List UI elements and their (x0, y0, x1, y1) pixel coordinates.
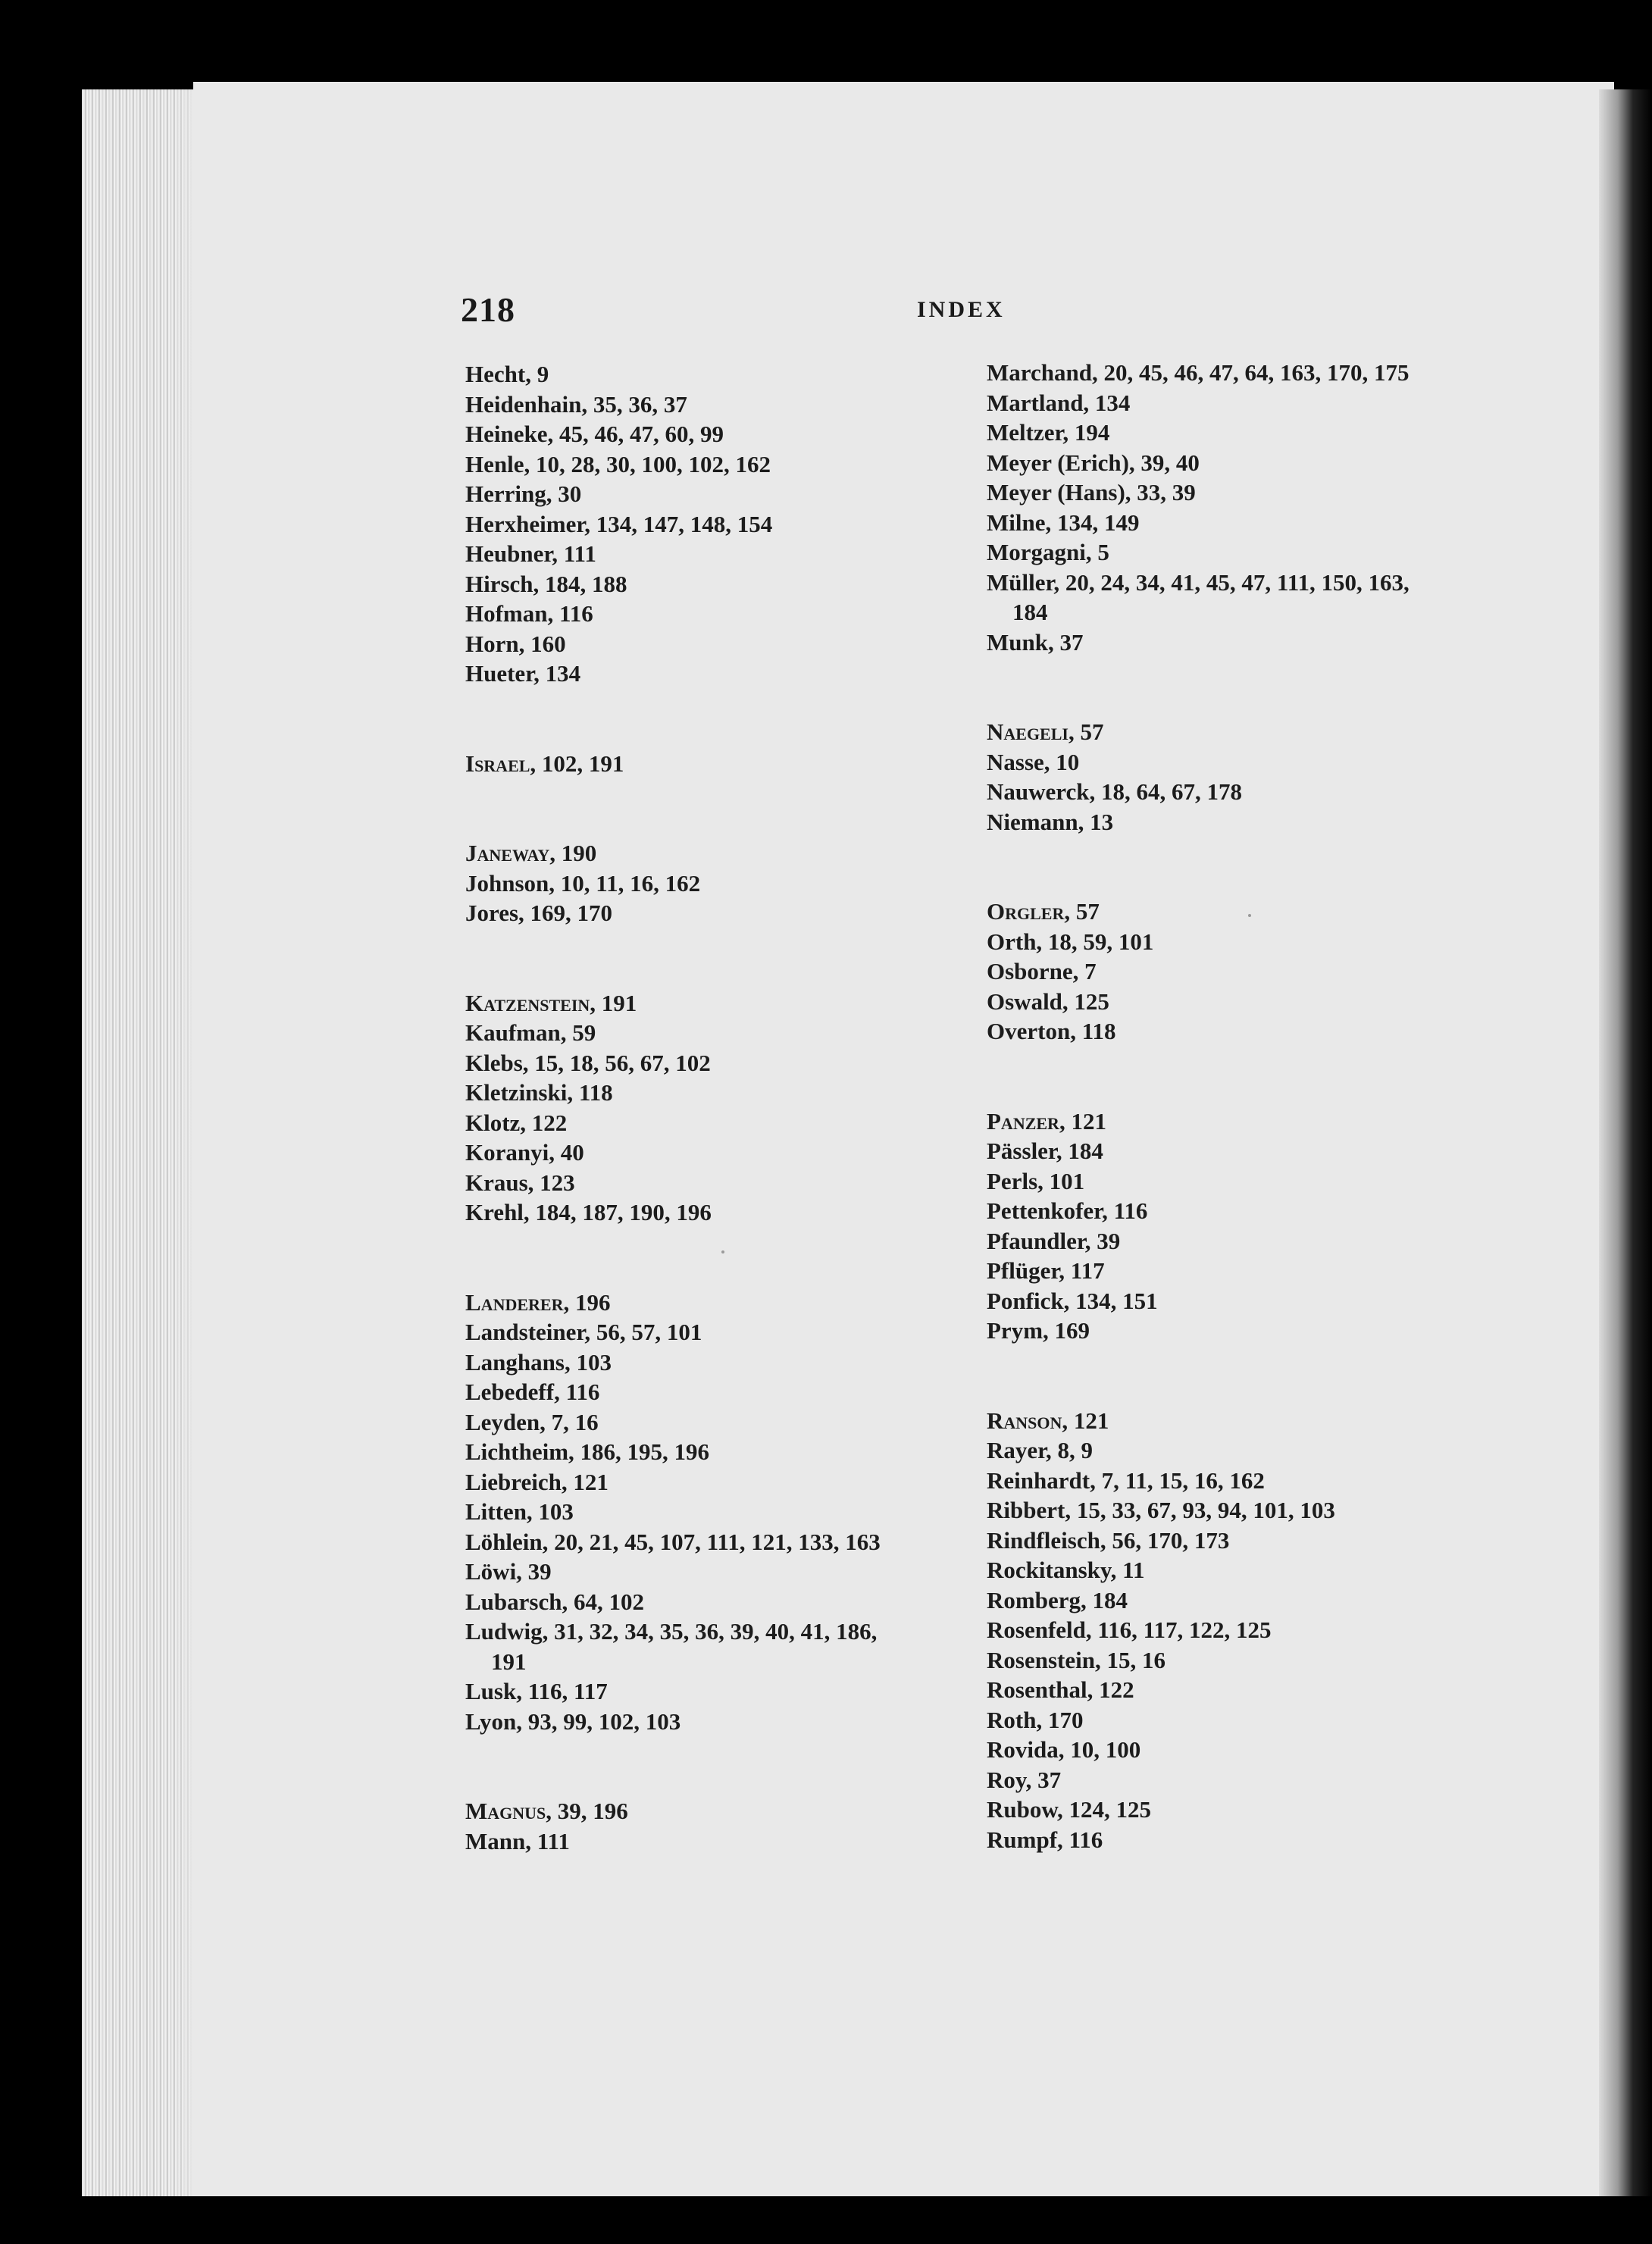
index-entry-text: Perls, 101 (987, 1167, 1085, 1194)
index-letter-group (987, 358, 1502, 657)
index-entry-text: Reinhardt, 7, 11, 15, 16, 162 (987, 1466, 1265, 1494)
index-entry (987, 1166, 1502, 1197)
index-entry-text: Milne, 134, 149 (987, 509, 1140, 536)
index-entry-text: Hueter, 134 (465, 660, 581, 687)
index-entry-text: Jores, 169, 170 (465, 900, 613, 926)
index-entry (987, 717, 1502, 747)
index-entry (987, 1615, 1502, 1645)
index-entry-text: Meltzer, 194 (987, 419, 1110, 446)
index-entry-text: Pflüger, 117 (987, 1257, 1105, 1284)
index-entry-text: Lebedeff, 116 (465, 1379, 600, 1405)
index-entry-continuation: 184 (1012, 599, 1048, 625)
index-entry-text: Rosenthal, 122 (987, 1676, 1134, 1703)
index-entry (465, 509, 965, 540)
index-entry-text: Roth, 170 (987, 1706, 1084, 1733)
index-entry (465, 1138, 965, 1168)
index-entry (987, 1466, 1502, 1496)
index-entry-text: Roy, 37 (987, 1766, 1062, 1793)
page-number: 218 (461, 290, 515, 329)
index-letter-group (465, 749, 965, 779)
index-entry (465, 1467, 965, 1498)
index-entry (987, 1526, 1502, 1556)
index-entry (987, 987, 1502, 1017)
index-entry-text: Israel, 102, 191 (465, 750, 624, 777)
index-entry-text: Liebreich, 121 (465, 1468, 609, 1495)
index-entry-text: Horn, 160 (465, 630, 566, 657)
index-entry-text: Janeway, 190 (465, 840, 597, 866)
index-entry-text: Pettenkofer, 116 (987, 1197, 1148, 1224)
index-entry-text: Magnus, 39, 196 (465, 1798, 628, 1824)
index-entry (987, 1106, 1502, 1137)
index-entry (465, 1826, 965, 1857)
index-entry (465, 1078, 965, 1108)
index-entry (987, 1136, 1502, 1166)
index-entry-text: Morgagni, 5 (987, 539, 1109, 565)
index-entry (465, 838, 965, 868)
index-letter-group (987, 717, 1502, 837)
index-entry-text: Nasse, 10 (987, 748, 1080, 775)
index-entry-text: Panzer, 121 (987, 1107, 1106, 1135)
index-entry-text: Herring, 30 (465, 480, 582, 507)
index-entry (465, 359, 965, 390)
index-entry-text: Löwi, 39 (465, 1558, 552, 1585)
index-entry-text: Landerer, 196 (465, 1288, 611, 1316)
index-entry-text: Mann, 111 (465, 1827, 570, 1854)
index-entry-text: Munk, 37 (987, 628, 1084, 656)
index-entry (987, 388, 1502, 418)
index-entry (987, 568, 1502, 628)
index-entry-text: Prym, 169 (987, 1317, 1090, 1344)
index-entry-text: Overton, 118 (987, 1018, 1116, 1044)
index-letter-group (987, 897, 1502, 1047)
index-entry-text: Klotz, 122 (465, 1109, 568, 1136)
index-entry-text: Romberg, 184 (987, 1586, 1128, 1613)
index-entry (987, 1286, 1502, 1316)
index-entry (987, 448, 1502, 478)
index-entry (987, 1226, 1502, 1257)
index-entry (987, 897, 1502, 927)
index-entry (465, 1437, 965, 1467)
index-entry (465, 1707, 965, 1737)
index-entry (465, 1108, 965, 1138)
index-entry-text: Meyer (Hans), 33, 39 (987, 479, 1196, 505)
index-letter-group (465, 988, 965, 1228)
index-entry (465, 1288, 965, 1318)
running-head: INDEX (917, 297, 1006, 322)
index-entry-text: Herxheimer, 134, 147, 148, 154 (465, 510, 773, 537)
index-letter-group (465, 838, 965, 928)
index-entry (987, 1795, 1502, 1825)
index-entry (465, 1497, 965, 1527)
index-entry (465, 449, 965, 480)
index-entry-text: Heidenhain, 35, 36, 37 (465, 390, 687, 418)
index-entry-text: Lubarsch, 64, 102 (465, 1588, 644, 1615)
index-entry (465, 988, 965, 1019)
index-entry (465, 898, 965, 928)
index-entry-text: Hofman, 116 (465, 600, 593, 627)
index-entry-text: Ribbert, 15, 33, 67, 93, 94, 101, 103 (987, 1497, 1335, 1523)
index-entry-text: Kaufman, 59 (465, 1019, 596, 1046)
index-entry (987, 537, 1502, 568)
index-entry-text: Oswald, 125 (987, 987, 1109, 1015)
index-entry-text: Rosenfeld, 116, 117, 122, 125 (987, 1616, 1272, 1643)
index-entry (465, 659, 965, 689)
index-entry (465, 1168, 965, 1198)
index-entry (987, 1016, 1502, 1047)
index-entry (987, 927, 1502, 957)
index-entry-text: Hirsch, 184, 188 (465, 570, 627, 597)
index-entry (987, 1765, 1502, 1795)
index-entry (465, 1317, 965, 1347)
index-entry (987, 1256, 1502, 1286)
index-entry-text: Naegeli, 57 (987, 718, 1104, 745)
index-letter-group (465, 1796, 965, 1856)
index-entry-text: Johnson, 10, 11, 16, 162 (465, 869, 701, 897)
index-entry (987, 1825, 1502, 1855)
index-entry (987, 807, 1502, 837)
index-entry-text: Löhlein, 20, 21, 45, 107, 111, 121, 133, 163 (465, 1528, 881, 1555)
index-entry-text: Pfaundler, 39 (987, 1227, 1121, 1254)
index-entry (465, 868, 965, 899)
index-entry-text: Martland, 134 (987, 389, 1131, 416)
index-entry-text: Langhans, 103 (465, 1348, 612, 1376)
index-entry (465, 1018, 965, 1048)
index-entry-text: Orth, 18, 59, 101 (987, 928, 1154, 955)
index-entry-text: Hecht, 9 (465, 361, 549, 387)
index-entry (465, 749, 965, 779)
index-entry-text: Rockitansky, 11 (987, 1557, 1145, 1583)
index-entry-text: Leyden, 7, 16 (465, 1408, 599, 1435)
index-entry-text: Katzenstein, 191 (465, 989, 637, 1016)
index-letter-group (465, 1288, 965, 1737)
index-entry-text: Lusk, 116, 117 (465, 1678, 608, 1704)
index-entry-text: Landsteiner, 56, 57, 101 (465, 1319, 702, 1345)
index-entry (465, 629, 965, 659)
index-entry-text: Rindfleisch, 56, 170, 173 (987, 1526, 1230, 1554)
index-entry-text: Klebs, 15, 18, 56, 67, 102 (465, 1049, 711, 1076)
index-letter-group (987, 1406, 1502, 1855)
index-entry-text: Nauwerck, 18, 64, 67, 178 (987, 778, 1242, 805)
index-entry (987, 1435, 1502, 1466)
index-entry (987, 956, 1502, 987)
index-entry (987, 747, 1502, 778)
index-entry (987, 1705, 1502, 1735)
index-entry (465, 1557, 965, 1587)
index-entry-text: Krehl, 184, 187, 190, 196 (465, 1199, 712, 1225)
index-entry (465, 599, 965, 629)
index-entry (465, 1197, 965, 1228)
index-entry (465, 419, 965, 449)
index-entry-text: Ponfick, 134, 151 (987, 1287, 1158, 1314)
index-entry (987, 1555, 1502, 1585)
index-entry (987, 477, 1502, 508)
index-entry-text: Müller, 20, 24, 34, 41, 45, 47, 111, 150, 163, (987, 568, 1410, 596)
index-entry-text: Ranson, 121 (987, 1407, 1109, 1434)
index-entry (465, 1347, 965, 1378)
index-entry (987, 1735, 1502, 1765)
index-entry-text: Marchand, 20, 45, 46, 47, 64, 163, 170, 175 (987, 359, 1410, 386)
index-entry (465, 1616, 965, 1676)
index-column-left (465, 359, 965, 1916)
index-entry (465, 1676, 965, 1707)
index-entry-continuation: 191 (491, 1648, 527, 1675)
index-entry-text: Rubow, 124, 125 (987, 1796, 1152, 1823)
index-entry-text: Orgler, 57 (987, 898, 1100, 925)
index-entry-text: Kletzinski, 118 (465, 1079, 613, 1106)
index-entry-text: Meyer (Erich), 39, 40 (987, 449, 1200, 476)
index-entry-text: Henle, 10, 28, 30, 100, 102, 162 (465, 450, 771, 477)
facing-page-edge (1599, 89, 1652, 2196)
index-entry (987, 1196, 1502, 1226)
index-column-right (987, 358, 1502, 1914)
index-entry (465, 1796, 965, 1826)
index-letter-group (465, 359, 965, 689)
index-entry-text: Lyon, 93, 99, 102, 103 (465, 1707, 681, 1735)
index-entry (987, 628, 1502, 658)
index-entry (465, 479, 965, 509)
index-entry (465, 1407, 965, 1438)
index-entry-text: Osborne, 7 (987, 958, 1097, 984)
index-entry (465, 539, 965, 569)
index-letter-group (987, 1106, 1502, 1346)
index-entry (465, 1527, 965, 1557)
index-entry (465, 1048, 965, 1078)
index-entry (987, 418, 1502, 448)
index-entry-text: Lichtheim, 186, 195, 196 (465, 1438, 710, 1465)
index-entry (987, 1585, 1502, 1616)
index-entry (987, 1495, 1502, 1526)
index-entry (987, 1406, 1502, 1436)
index-entry (465, 1587, 965, 1617)
index-entry (987, 777, 1502, 807)
index-entry (465, 1377, 965, 1407)
index-entry-text: Rosenstein, 15, 16 (987, 1646, 1165, 1673)
index-entry-text: Litten, 103 (465, 1498, 574, 1525)
index-entry-text: Ludwig, 31, 32, 34, 35, 36, 39, 40, 41, 186, (465, 1618, 878, 1645)
index-entry-text: Heineke, 45, 46, 47, 60, 99 (465, 421, 724, 447)
index-entry-text: Heubner, 111 (465, 540, 596, 567)
index-entry (987, 1316, 1502, 1346)
index-entry-text: Rovida, 10, 100 (987, 1736, 1141, 1763)
index-entry-text: Pässler, 184 (987, 1138, 1103, 1164)
index-entry-text: Niemann, 13 (987, 808, 1114, 835)
index-entry (465, 390, 965, 420)
index-entry-text: Koranyi, 40 (465, 1139, 584, 1166)
index-entry (987, 1645, 1502, 1676)
index-entry (465, 569, 965, 599)
index-entry (987, 1675, 1502, 1705)
index-entry-text: Kraus, 123 (465, 1169, 575, 1196)
index-entry-text: Rumpf, 116 (987, 1826, 1103, 1853)
index-entry-text: Rayer, 8, 9 (987, 1437, 1094, 1463)
index-entry (987, 358, 1502, 388)
index-entry (987, 508, 1502, 538)
